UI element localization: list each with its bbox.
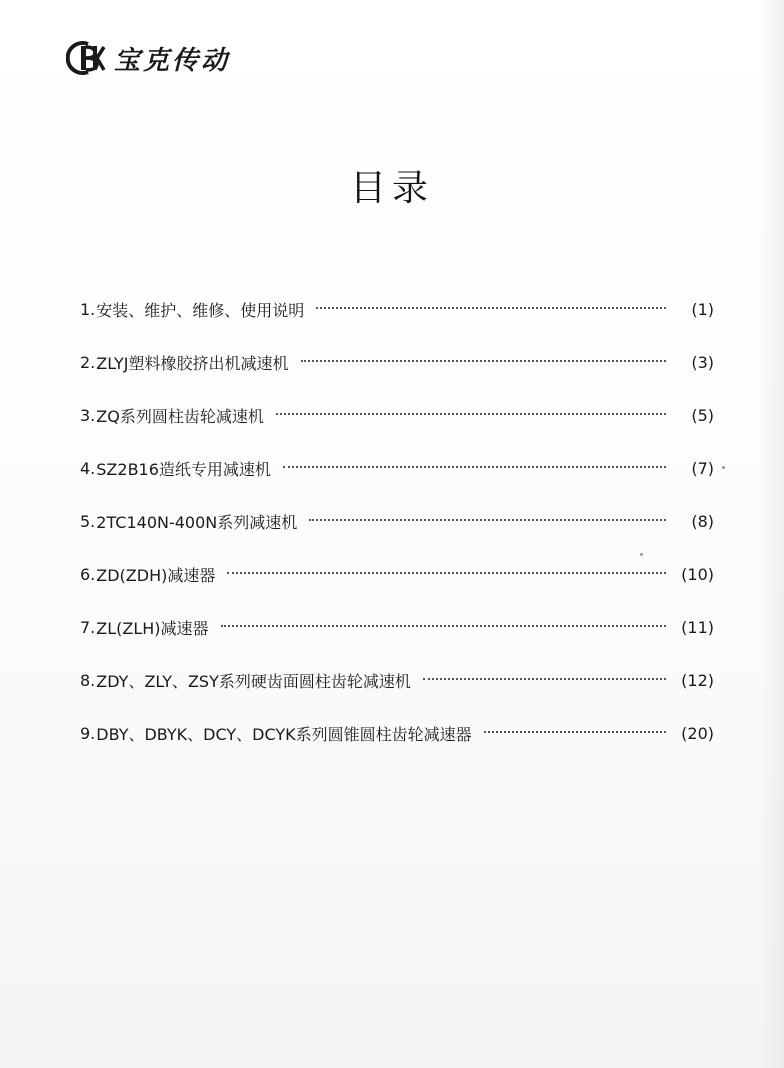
toc-title: ZDY、ZLY、ZSY系列硬齿面圆柱齿轮减速机 [96, 672, 411, 691]
toc-number: 9. [80, 724, 96, 743]
brand-header [66, 38, 230, 78]
toc-entry[interactable] [80, 495, 720, 548]
toc-page-number: (5) [691, 406, 714, 425]
table-of-contents [80, 283, 720, 760]
toc-title: SZ2B16造纸专用减速机 [96, 460, 271, 479]
toc-entry[interactable] [80, 389, 720, 442]
toc-page-number: (11) [681, 618, 714, 637]
toc-number: 3. [80, 406, 96, 425]
toc-number: 5. [80, 512, 96, 531]
toc-page-number: (8) [691, 512, 714, 531]
toc-title: ZD(ZDH)减速器 [96, 566, 216, 585]
toc-title: DBY、DBYK、DCY、DCYK系列圆锥圆柱齿轮减速器 [96, 725, 472, 744]
dot-leader [309, 519, 666, 521]
toc-page-number: (1) [691, 300, 714, 319]
toc-page-number: (7) [691, 459, 714, 478]
dot-leader [283, 466, 666, 468]
bk-logo-icon [66, 38, 106, 78]
toc-number: 8. [80, 671, 96, 690]
toc-entry[interactable] [80, 548, 720, 601]
toc-page-number: (10) [681, 565, 714, 584]
toc-number: 4. [80, 459, 96, 478]
toc-entry[interactable] [80, 654, 720, 707]
dot-leader [423, 678, 666, 680]
toc-page-number: (12) [681, 671, 714, 690]
toc-number: 1. [80, 300, 96, 319]
dot-leader [484, 731, 666, 733]
dot-leader [276, 413, 666, 415]
page-title: 目录 [349, 168, 434, 209]
toc-title: ZLYJ塑料橡胶挤出机减速机 [96, 354, 289, 373]
brand-name: 宝克传动 [114, 45, 231, 76]
toc-page-number: (20) [681, 724, 714, 743]
toc-title: ZQ系列圆柱齿轮减速机 [96, 407, 264, 426]
dot-leader [301, 360, 666, 362]
toc-title: 2TC140N-400N系列减速机 [96, 513, 298, 532]
dot-leader [221, 625, 666, 627]
toc-number: 7. [80, 618, 96, 637]
paper-speck [722, 466, 725, 469]
toc-page-number: (3) [691, 353, 714, 372]
paper-speck [640, 553, 643, 556]
toc-title: ZL(ZLH)减速器 [96, 619, 209, 638]
toc-entry[interactable] [80, 336, 720, 389]
toc-entry[interactable] [80, 601, 720, 654]
toc-number: 6. [80, 565, 96, 584]
dot-leader [316, 307, 666, 309]
dot-leader [227, 572, 666, 574]
toc-entry[interactable] [80, 442, 720, 495]
toc-number: 2. [80, 353, 96, 372]
toc-title: 安装、维护、维修、使用说明 [96, 301, 305, 320]
toc-entry[interactable] [80, 283, 720, 336]
toc-entry[interactable] [80, 707, 720, 760]
